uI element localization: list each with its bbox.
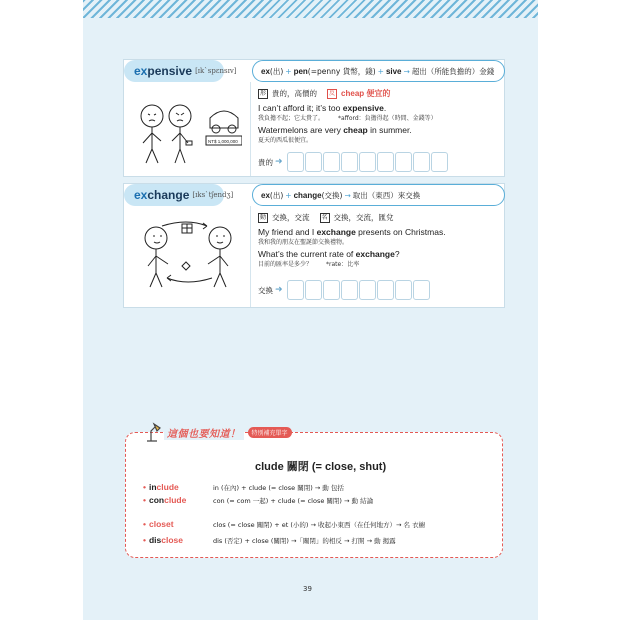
card-divider — [250, 82, 251, 176]
meaning-line — [258, 88, 498, 99]
practice-box[interactable] — [323, 152, 340, 172]
antonym: cheap 便宜的 — [341, 89, 391, 98]
supplementary-badge: 特別補充單字 — [248, 427, 292, 438]
writing-practice — [258, 280, 431, 300]
practice-box[interactable] — [431, 152, 448, 172]
headword: expensive — [134, 64, 193, 78]
practice-box[interactable] — [359, 280, 376, 300]
illustration-expensive — [132, 88, 242, 173]
etymology-line: ex (出) + change (交換) → 取出（東西）來交換 — [252, 184, 505, 206]
etymology-line: ex (出) + pen (=penny 貨幣，錢) + sive → 超出（所能負擔的）金錢 — [252, 60, 505, 82]
practice-box[interactable] — [359, 152, 376, 172]
root-row-include — [143, 482, 344, 492]
card-divider — [250, 206, 251, 307]
lamp-icon — [145, 422, 161, 442]
practice-box[interactable] — [413, 280, 430, 300]
practice-box[interactable] — [287, 152, 304, 172]
practice-box[interactable] — [305, 280, 322, 300]
practice-box[interactable] — [323, 280, 340, 300]
meaning: 貴的，高價的 — [272, 89, 318, 98]
root-etymology: con (= com 一起) + clude (= close 關閉) → 動 結論 — [213, 496, 374, 505]
vocab-card-exchange — [123, 183, 505, 308]
price-tag: NT$ 1,000,000 — [208, 139, 238, 144]
meaning-2: 交換，交流，匯兌 — [333, 213, 394, 222]
decorative-stripe-band — [83, 0, 538, 18]
vocab-card-expensive — [123, 59, 505, 177]
root-word: • disclose — [143, 535, 184, 545]
practice-box[interactable] — [287, 280, 304, 300]
example-translation-2: 夏天的西瓜很便宜。 — [258, 137, 313, 144]
arrow-right-icon: ➜ — [275, 157, 283, 167]
antonym-tag: 反 — [329, 89, 336, 97]
writing-practice — [258, 152, 449, 172]
root-heading: clude 關閉 (= close, shut) — [255, 461, 387, 473]
headword: exchange — [134, 188, 190, 202]
root-row-closet — [143, 519, 425, 529]
illustration-exchange — [132, 216, 242, 301]
headword-pill — [124, 184, 234, 206]
supplementary-header — [145, 422, 292, 442]
meaning-line — [258, 212, 498, 223]
example-sentence-1: I can’t afford it; it’s too expensive. — [258, 103, 387, 113]
meaning: 交換，交流 — [272, 213, 310, 222]
root-word: • include — [143, 482, 179, 492]
root-row-conclude — [143, 495, 373, 505]
pronunciation: [ɪk`spɛnsɪv] — [195, 67, 237, 75]
example-sentence-2: What’s the current rate of exchange? — [258, 249, 400, 259]
practice-label: 交換 — [258, 285, 273, 295]
practice-label: 貴的 — [258, 157, 273, 167]
practice-box[interactable] — [413, 152, 430, 172]
example-translation-2: 目前的匯率是多少？ *rate：比率 — [258, 261, 360, 268]
root-word: • closet — [143, 519, 174, 529]
pronunciation: [ɪks`tʃendʒ] — [192, 191, 234, 199]
pos-tag: 動 — [260, 213, 267, 221]
arrow-right-icon: ➜ — [275, 285, 283, 295]
root-etymology: in (在內) + clude (= close 關閉) → 動 包括 — [213, 483, 344, 492]
practice-box[interactable] — [377, 152, 394, 172]
pos-tag-2: 名 — [321, 213, 328, 221]
example-translation-1: 我負擔不起；它太貴了。 *afford：負擔得起（時間、金錢等） — [258, 115, 437, 122]
definition-body — [258, 212, 498, 271]
practice-box[interactable] — [377, 280, 394, 300]
example-sentence-1: My friend and I exchange presents on Christmas. — [258, 227, 446, 237]
practice-box[interactable] — [395, 280, 412, 300]
root-word: • conclude — [143, 495, 187, 505]
example-sentence-2: Watermelons are very cheap in summer. — [258, 125, 412, 135]
page-number: 39 — [303, 585, 312, 593]
root-etymology: clos (= close 關閉) + et (小的) → 收起小東西（在任何地方）→ 名 衣櫥 — [213, 520, 426, 529]
pos-tag: 形 — [260, 89, 267, 97]
root-etymology: dis (否定) + close (關閉) →「關閉」的相反 → 打開 → 動 揭露 — [213, 536, 396, 545]
practice-box[interactable] — [341, 152, 358, 172]
example-translation-1: 我和我的朋友在聖誕節交換禮物。 — [258, 239, 349, 246]
practice-box[interactable] — [305, 152, 322, 172]
headword-pill — [124, 60, 237, 82]
practice-box[interactable] — [341, 280, 358, 300]
definition-body — [258, 88, 498, 147]
supplementary-title: 這個也要知道！ — [164, 425, 244, 440]
practice-box[interactable] — [395, 152, 412, 172]
root-row-disclose — [143, 535, 396, 545]
